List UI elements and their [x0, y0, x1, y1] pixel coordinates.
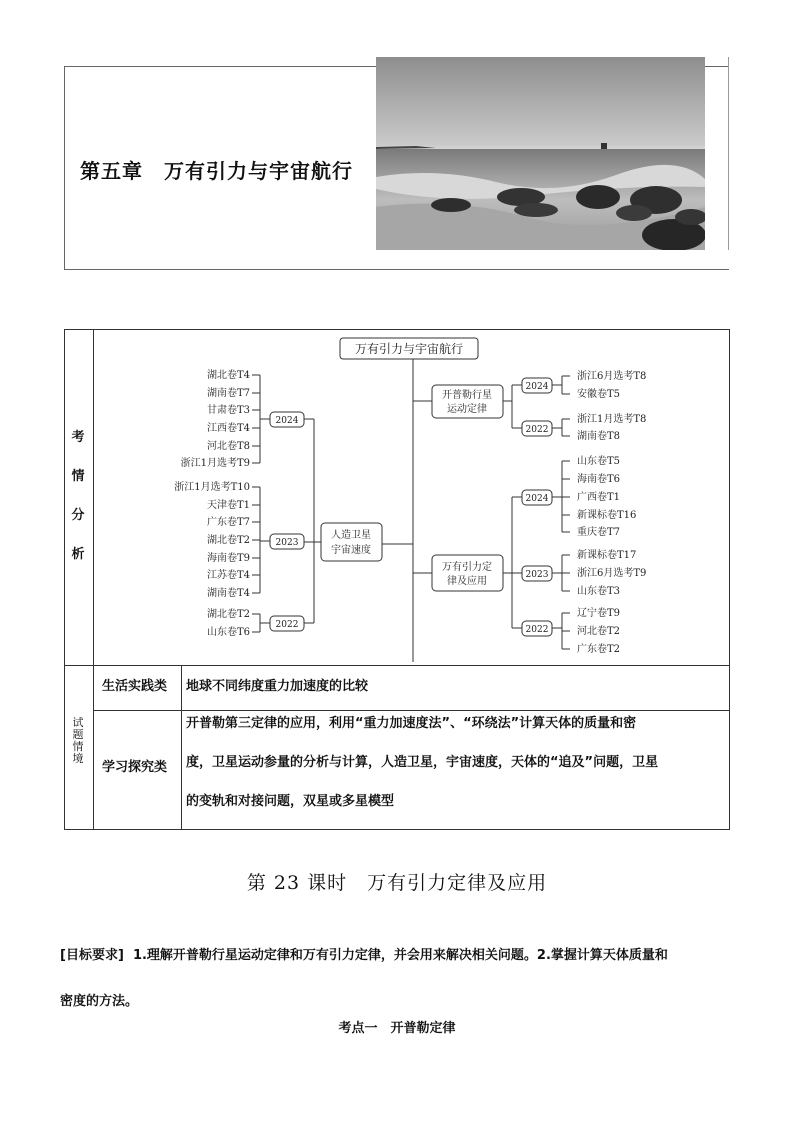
mindmap-year: 2024: [525, 382, 549, 392]
mindmap-year: 2022: [525, 625, 549, 635]
analysis-label-char: 分: [71, 508, 85, 523]
mindmap-item: 河北卷T2: [577, 626, 621, 637]
mindmap-item: 安徽卷T5: [577, 389, 621, 400]
life-practice-label: 生活实践类: [102, 679, 168, 694]
mindmap-item: 海南卷T9: [206, 553, 250, 564]
mindmap-item: 广东卷T2: [577, 644, 621, 655]
study-line: 的变轨和对接问题，双星或多星模型: [186, 794, 395, 809]
study-explore-text: [186, 704, 726, 821]
study-line: 开普勒第三定律的应用，利用“重力加速度法”、“环绕法”计算天体的质量和密: [186, 716, 637, 731]
table-row-divider: [64, 665, 730, 666]
mindmap-year: 2022: [525, 425, 549, 435]
mindmap-item: 湖北卷T2: [206, 535, 250, 546]
mindmap-item: 浙江6月选考T9: [577, 568, 647, 579]
study-line: 度，卫星运动参量的分析与计算，人造卫星，宇宙速度，天体的“追及”问题，卫星: [186, 755, 659, 770]
mindmap-item: 山东卷T5: [577, 456, 621, 467]
mindmap-left-hub-line: 宇宙速度: [331, 545, 371, 556]
mindmap-item: 湖南卷T4: [206, 588, 250, 599]
mindmap-year: 2022: [275, 620, 299, 630]
seascape-photo: [376, 57, 705, 250]
mindmap-item: 天津卷T1: [206, 500, 250, 511]
mindmap-right-hub2-line: 万有引力定: [442, 562, 492, 573]
mindmap-item: 辽宁卷T9: [577, 608, 621, 619]
mindmap-item: 湖北卷T4: [206, 370, 250, 381]
mindmap-right-hub2-line: 律及应用: [447, 576, 487, 587]
mindmap-item: 湖南卷T7: [206, 388, 250, 399]
mindmap-right-hub1-line: 开普勒行星: [442, 390, 492, 401]
goal-text: 1.理解开普勒行星运动定律和万有引力定律，并会用来解决相关问题。2.掌握计算天体质量和: [132, 948, 668, 963]
mindmap-item: 山东卷T3: [577, 586, 621, 597]
goal-requirements: [60, 933, 740, 1025]
goal-line-1: [60, 933, 740, 979]
analysis-label-char: 考: [71, 430, 85, 445]
mindmap-item: 浙江1月选考T9: [180, 458, 250, 469]
mindmap-year: 2023: [275, 538, 299, 548]
goal-label: [目标要求]: [60, 948, 124, 963]
topic-mindmap: [94, 330, 730, 665]
scenario-label-char: 情: [72, 740, 84, 753]
mindmap-item: 浙江1月选考T10: [174, 482, 250, 493]
scenario-label-char: 题: [72, 728, 84, 741]
mindmap-item: 广东卷T7: [206, 517, 250, 528]
analysis-label-char: 析: [71, 547, 85, 562]
mindmap-item: 重庆卷T7: [577, 527, 621, 538]
study-explore-label: 学习探究类: [102, 760, 168, 775]
header-divider: [728, 57, 729, 250]
mindmap-root: 万有引力与宇宙航行: [354, 342, 464, 356]
mindmap-item: 甘肃卷T3: [206, 405, 250, 416]
mindmap-item: 江西卷T4: [206, 423, 250, 434]
scenario-label-char: 试: [72, 716, 84, 729]
mindmap-item: 浙江1月选考T8: [577, 414, 647, 425]
life-practice-text: 地球不同纬度重力加速度的比较: [186, 679, 369, 694]
mindmap-item: 山东卷T6: [206, 627, 250, 638]
mindmap-right-hub1-line: 运动定律: [447, 404, 487, 415]
mindmap-item: 江苏卷T4: [206, 570, 250, 581]
mindmap-item: 湖北卷T2: [206, 609, 250, 620]
mindmap-left-hub-line: 人造卫星: [331, 530, 371, 541]
lesson-title: 第 23 课时 万有引力定律及应用: [246, 872, 548, 894]
analysis-label-char: 情: [71, 469, 85, 484]
scenario-label-char: 境: [72, 752, 84, 765]
mindmap-item: 湖南卷T8: [577, 431, 621, 442]
table-col-divider-2: [181, 665, 182, 830]
mindmap-year: 2023: [525, 570, 549, 580]
section-heading: 考点一 开普勒定律: [338, 1021, 456, 1036]
mindmap-item: 浙江6月选考T8: [577, 371, 647, 382]
mindmap-item: 新课标卷T17: [577, 550, 637, 561]
mindmap-year: 2024: [525, 494, 549, 504]
mindmap-year: 2024: [275, 416, 299, 426]
mindmap-item: 广西卷T1: [577, 492, 621, 503]
chapter-title: 第五章 万有引力与宇宙航行: [80, 159, 353, 183]
goal-line-2: 密度的方法。: [60, 994, 139, 1009]
mindmap-item: 河北卷T8: [206, 441, 250, 452]
mindmap-item: 新课标卷T16: [577, 510, 637, 521]
mindmap-item: 海南卷T6: [577, 474, 621, 485]
